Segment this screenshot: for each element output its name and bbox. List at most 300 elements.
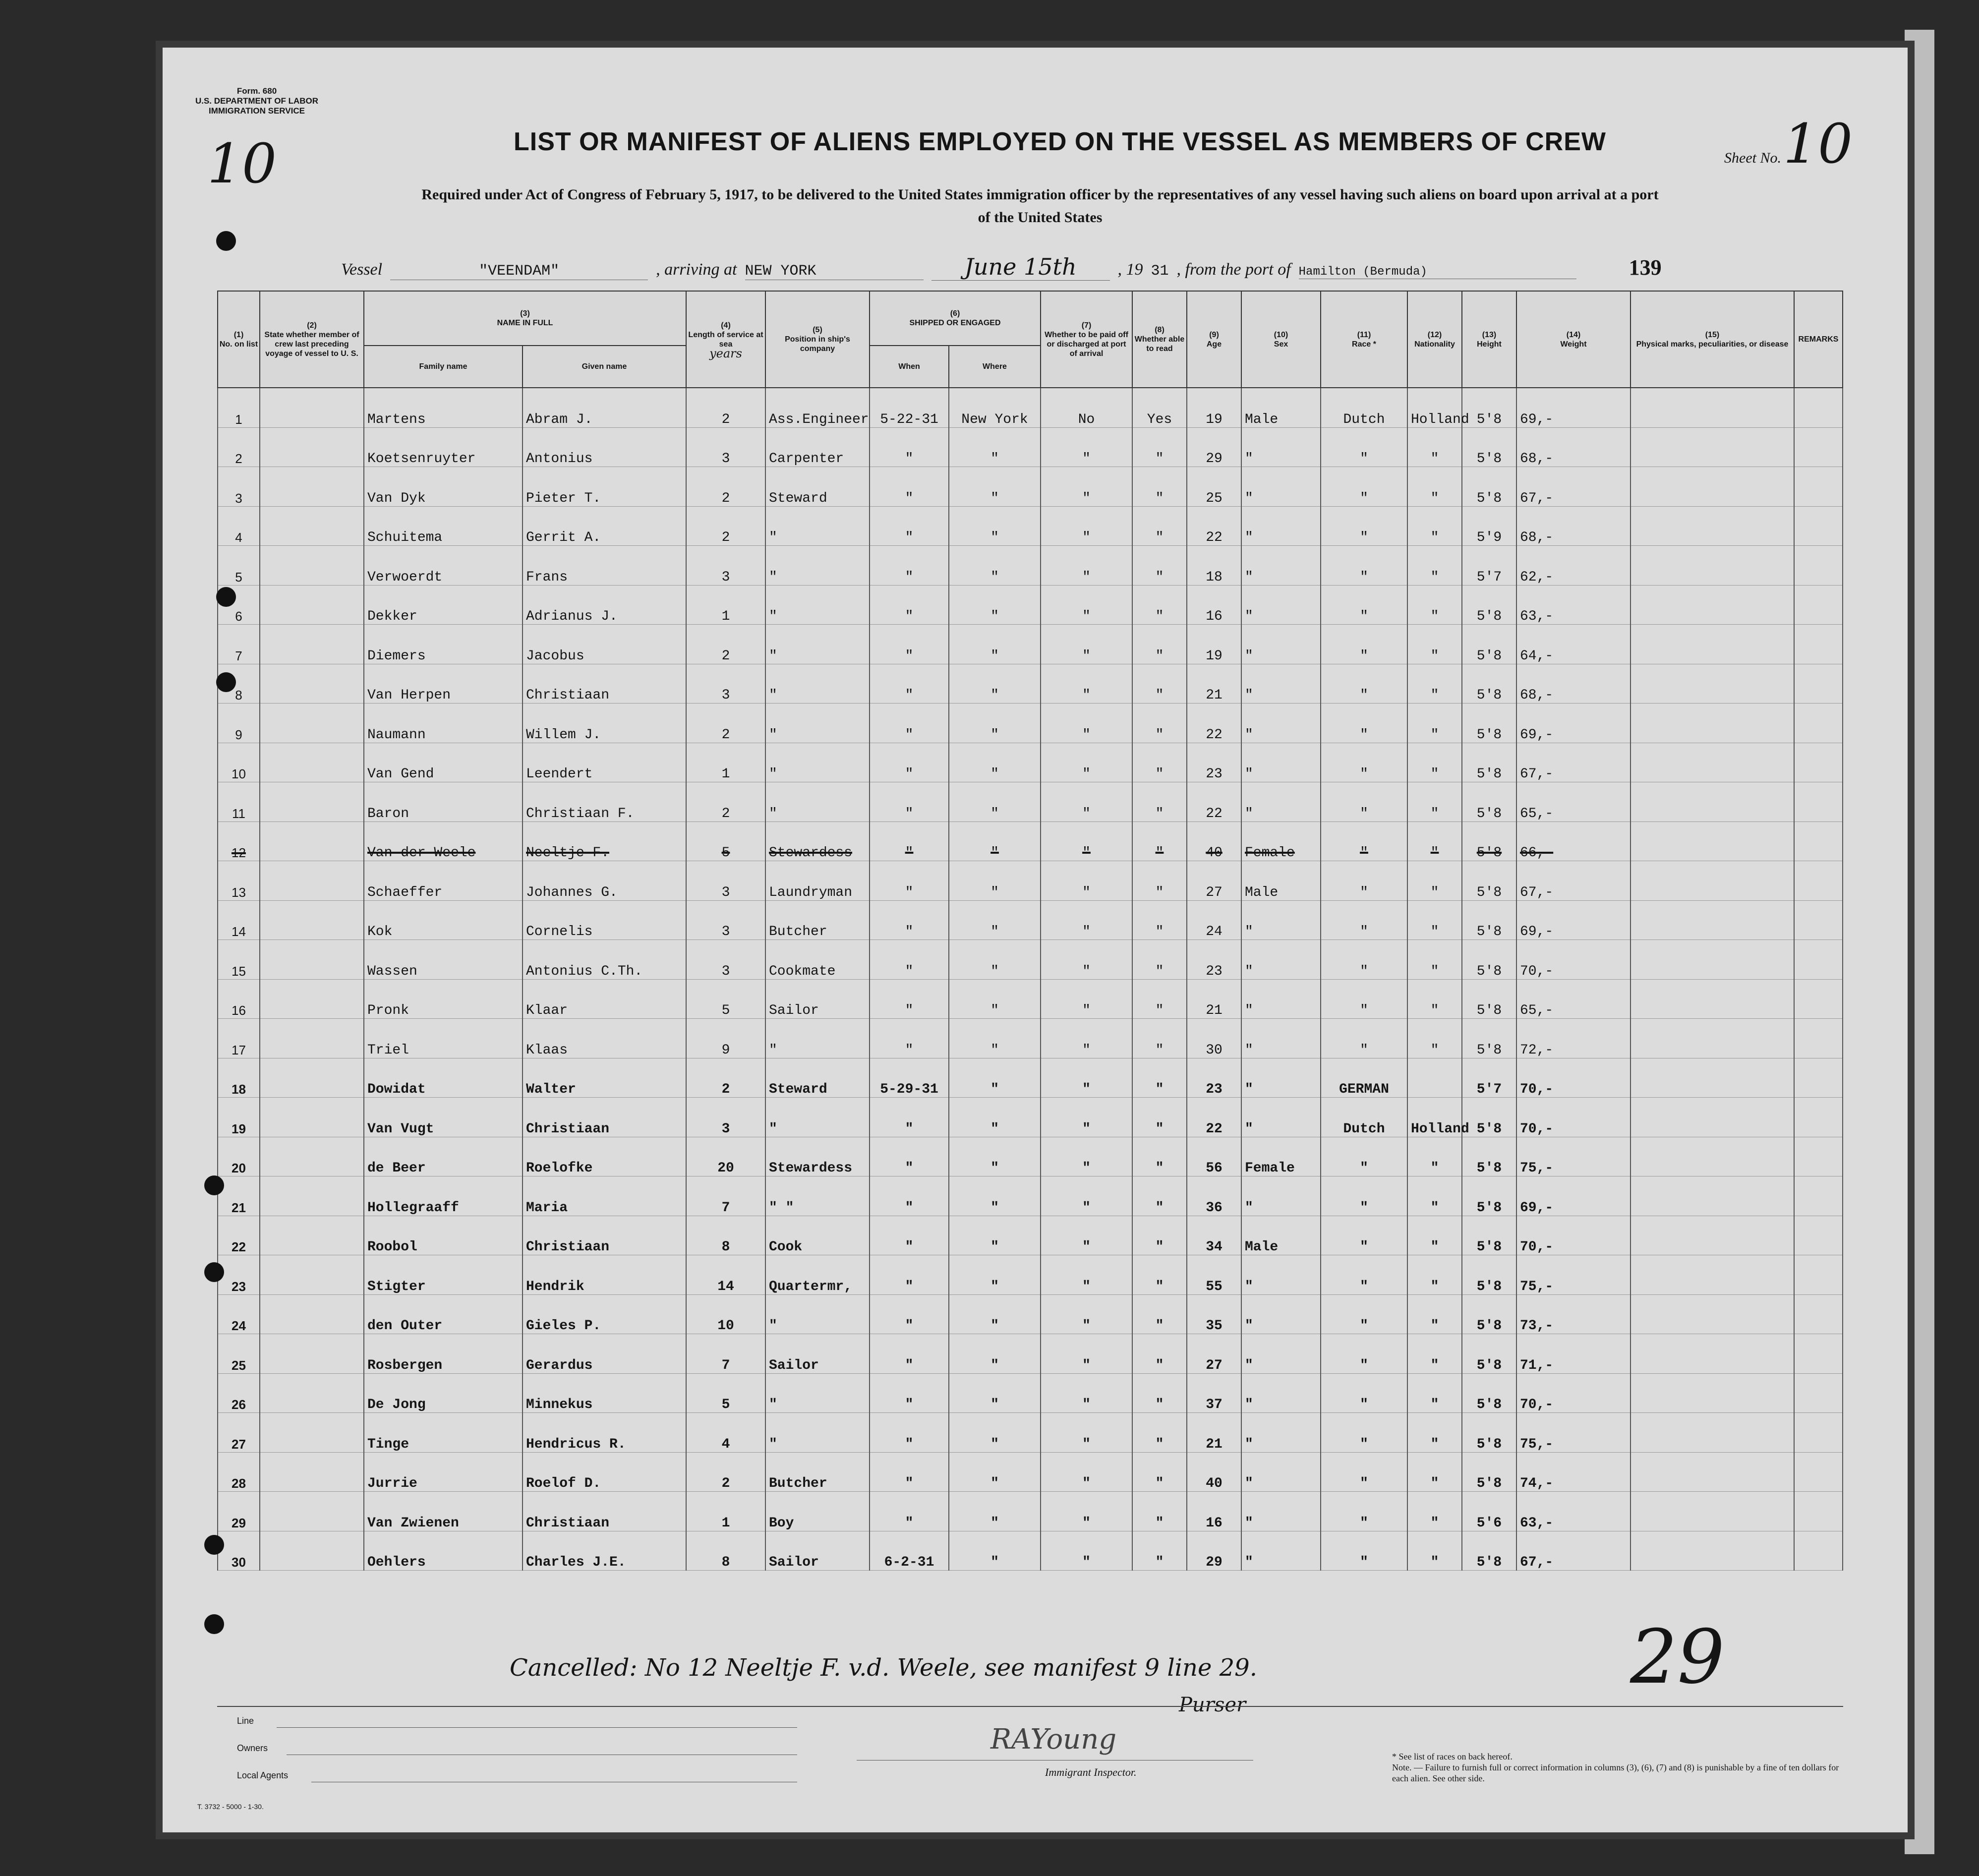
paid-off-cell: ": [1041, 1373, 1132, 1413]
paid-off-cell: ": [1041, 821, 1132, 861]
table-header: [218, 291, 1843, 388]
able-to-read-cell: ": [1132, 861, 1187, 901]
nationality-cell: Holland: [1407, 1098, 1462, 1137]
paid-off-cell: ": [1041, 427, 1132, 467]
family-name-cell: Dowidat: [364, 1058, 523, 1098]
given-name-cell: Gerrit A.: [523, 506, 686, 546]
race-cell: ": [1321, 1334, 1407, 1374]
physical-marks-cell: [1630, 1176, 1794, 1216]
height-cell: 5'8: [1462, 782, 1516, 822]
shipped-where-cell: ": [949, 1255, 1041, 1295]
nationality-cell: ": [1407, 900, 1462, 940]
given-name-cell: Abram J.: [523, 388, 686, 427]
shipped-when-cell: ": [870, 1098, 949, 1137]
shipped-when-cell: ": [870, 900, 949, 940]
remarks-cell: [1794, 1255, 1843, 1295]
shipped-when-cell: ": [870, 625, 949, 664]
shipped-when-cell: ": [870, 821, 949, 861]
row-number: 7: [218, 625, 260, 664]
inspector-label: Immigrant Inspector.: [1045, 1766, 1137, 1778]
able-to-read-cell: ": [1132, 664, 1187, 704]
service-years-cell: 1: [686, 585, 765, 625]
height-cell: 5'8: [1462, 625, 1516, 664]
row-number: 24: [218, 1294, 260, 1334]
row-number: 17: [218, 1019, 260, 1058]
family-name-cell: Dekker: [364, 585, 523, 625]
able-to-read-cell: ": [1132, 704, 1187, 743]
col-race: (11) Race *: [1321, 291, 1407, 388]
family-name-cell: Oehlers: [364, 1531, 523, 1571]
remarks-cell: [1794, 704, 1843, 743]
sex-cell: ": [1241, 1492, 1321, 1531]
line-label: Line: [237, 1716, 254, 1726]
physical-marks-cell: [1630, 940, 1794, 980]
col-sex: (10) Sex: [1241, 291, 1321, 388]
paid-off-cell: ": [1041, 1492, 1132, 1531]
shipped-when-cell: 6-2-31: [870, 1531, 949, 1571]
physical-marks-cell: [1630, 467, 1794, 507]
remarks-cell: [1794, 625, 1843, 664]
prior-voyage-cell: [260, 1413, 364, 1453]
age-cell: 23: [1187, 743, 1241, 782]
form-department: U.S. DEPARTMENT OF LABOR: [195, 96, 319, 106]
service-years-cell: 2: [686, 782, 765, 822]
prior-voyage-cell: [260, 1255, 364, 1295]
remarks-cell: [1794, 1294, 1843, 1334]
nationality-cell: ": [1407, 546, 1462, 586]
paid-off-cell: ": [1041, 506, 1132, 546]
weight-cell: 75,-: [1516, 1413, 1630, 1453]
prior-voyage-cell: [260, 704, 364, 743]
able-to-read-cell: Yes: [1132, 388, 1187, 427]
paid-off-cell: ": [1041, 1255, 1132, 1295]
height-cell: 5'8: [1462, 1098, 1516, 1137]
row-number: 14: [218, 900, 260, 940]
position-cell: ": [765, 743, 870, 782]
weight-cell: 70,-: [1516, 1373, 1630, 1413]
row-number: 9: [218, 704, 260, 743]
nationality-cell: ": [1407, 664, 1462, 704]
age-cell: 35: [1187, 1294, 1241, 1334]
age-cell: 27: [1187, 1334, 1241, 1374]
remarks-cell: [1794, 467, 1843, 507]
race-cell: ": [1321, 1019, 1407, 1058]
age-cell: 22: [1187, 1098, 1241, 1137]
sheet-label: Sheet No.: [1724, 150, 1781, 166]
position-cell: Butcher: [765, 1452, 870, 1492]
able-to-read-cell: ": [1132, 1413, 1187, 1453]
col-read: (8) Whether able to read: [1132, 291, 1187, 388]
able-to-read-cell: ": [1132, 821, 1187, 861]
shipped-where-cell: ": [949, 1019, 1041, 1058]
remarks-cell: [1794, 427, 1843, 467]
sex-cell: ": [1241, 1373, 1321, 1413]
row-number: 23: [218, 1255, 260, 1295]
age-cell: 22: [1187, 782, 1241, 822]
table-row: [218, 861, 1843, 901]
nationality-cell: ": [1407, 1334, 1462, 1374]
weight-cell: 70,-: [1516, 1098, 1630, 1137]
table-row: [218, 940, 1843, 980]
arrival-date: June 15th: [931, 253, 1110, 281]
race-cell: ": [1321, 861, 1407, 901]
sex-cell: ": [1241, 1294, 1321, 1334]
row-number: 13: [218, 861, 260, 901]
weight-cell: 63,-: [1516, 1492, 1630, 1531]
sex-cell: ": [1241, 664, 1321, 704]
nationality-cell: ": [1407, 427, 1462, 467]
given-name-cell: Walter: [523, 1058, 686, 1098]
nationality-cell: ": [1407, 782, 1462, 822]
given-name-cell: Christiaan: [523, 1492, 686, 1531]
nationality-cell: ": [1407, 704, 1462, 743]
position-cell: ": [765, 1413, 870, 1453]
height-cell: 5'8: [1462, 861, 1516, 901]
race-cell: Dutch: [1321, 388, 1407, 427]
punch-hole: [204, 1175, 224, 1195]
service-years-cell: 9: [686, 1019, 765, 1058]
position-cell: ": [765, 585, 870, 625]
table-row: [218, 900, 1843, 940]
table-row: [218, 1413, 1843, 1453]
row-number: 2: [218, 427, 260, 467]
shipped-when-cell: 5-29-31: [870, 1058, 949, 1098]
remarks-cell: [1794, 1413, 1843, 1453]
remarks-cell: [1794, 1058, 1843, 1098]
height-cell: 5'9: [1462, 506, 1516, 546]
family-name-cell: Stigter: [364, 1255, 523, 1295]
row-number: 6: [218, 585, 260, 625]
position-cell: Steward: [765, 467, 870, 507]
shipped-when-cell: ": [870, 1294, 949, 1334]
table-row: [218, 782, 1843, 822]
race-cell: ": [1321, 821, 1407, 861]
paid-off-cell: ": [1041, 585, 1132, 625]
height-cell: 5'8: [1462, 1531, 1516, 1571]
prior-voyage-cell: [260, 861, 364, 901]
family-name-cell: Hollegraaff: [364, 1176, 523, 1216]
weight-cell: 67,-: [1516, 743, 1630, 782]
prior-voyage-cell: [260, 900, 364, 940]
able-to-read-cell: ": [1132, 467, 1187, 507]
table-row: [218, 821, 1843, 861]
family-name-cell: Baron: [364, 782, 523, 822]
height-cell: 5'8: [1462, 1413, 1516, 1453]
sex-cell: ": [1241, 1058, 1321, 1098]
able-to-read-cell: ": [1132, 625, 1187, 664]
position-cell: ": [765, 1019, 870, 1058]
remarks-cell: [1794, 388, 1843, 427]
arriving-label: , arriving at: [656, 260, 737, 279]
able-to-read-cell: ": [1132, 782, 1187, 822]
able-to-read-cell: ": [1132, 546, 1187, 586]
shipped-where-cell: ": [949, 664, 1041, 704]
nationality-cell: ": [1407, 861, 1462, 901]
race-cell: ": [1321, 1137, 1407, 1176]
given-name-cell: Antonius: [523, 427, 686, 467]
service-years-cell: 8: [686, 1531, 765, 1571]
shipped-where-cell: ": [949, 1294, 1041, 1334]
sex-cell: Female: [1241, 821, 1321, 861]
physical-marks-cell: [1630, 900, 1794, 940]
shipped-when-cell: ": [870, 506, 949, 546]
able-to-read-cell: ": [1132, 1452, 1187, 1492]
age-cell: 34: [1187, 1216, 1241, 1255]
physical-marks-cell: [1630, 1492, 1794, 1531]
height-cell: 5'8: [1462, 1255, 1516, 1295]
height-cell: 5'8: [1462, 1137, 1516, 1176]
age-cell: 21: [1187, 979, 1241, 1019]
paid-off-cell: ": [1041, 1058, 1132, 1098]
physical-marks-cell: [1630, 861, 1794, 901]
row-number: 5: [218, 546, 260, 586]
age-cell: 37: [1187, 1373, 1241, 1413]
shipped-where-cell: ": [949, 585, 1041, 625]
form-header: [192, 86, 321, 116]
age-cell: 16: [1187, 585, 1241, 625]
remarks-cell: [1794, 900, 1843, 940]
service-years-cell: 1: [686, 743, 765, 782]
col-physical-marks: (15) Physical marks, peculiarities, or disease: [1630, 291, 1794, 388]
vessel-line: [341, 253, 1853, 281]
shipped-where-cell: ": [949, 625, 1041, 664]
shipped-where-cell: ": [949, 427, 1041, 467]
punch-hole: [216, 231, 236, 251]
family-name-cell: Schaeffer: [364, 861, 523, 901]
sex-cell: ": [1241, 1176, 1321, 1216]
given-name-cell: Leendert: [523, 743, 686, 782]
position-cell: Stewardess: [765, 1137, 870, 1176]
table-row: [218, 1452, 1843, 1492]
race-cell: ": [1321, 979, 1407, 1019]
remarks-cell: [1794, 506, 1843, 546]
shipped-when-cell: ": [870, 782, 949, 822]
shipped-where-cell: ": [949, 900, 1041, 940]
sheet-number: [1724, 112, 1853, 176]
physical-marks-cell: [1630, 1019, 1794, 1058]
position-cell: Cookmate: [765, 940, 870, 980]
race-cell: ": [1321, 1176, 1407, 1216]
col-paid-off: (7) Whether to be paid off or discharged at port of arrival: [1041, 291, 1132, 388]
physical-marks-cell: [1630, 1452, 1794, 1492]
weight-cell: 67,-: [1516, 467, 1630, 507]
given-name-cell: Neeltje F.: [523, 821, 686, 861]
given-name-cell: Johannes G.: [523, 861, 686, 901]
position-cell: ": [765, 1373, 870, 1413]
row-number: 8: [218, 664, 260, 704]
remarks-cell: [1794, 940, 1843, 980]
row-number: 22: [218, 1216, 260, 1255]
service-years-cell: 14: [686, 1255, 765, 1295]
nationality-cell: ": [1407, 585, 1462, 625]
weight-cell: 67,-: [1516, 861, 1630, 901]
paid-off-cell: ": [1041, 1176, 1132, 1216]
shipped-when-cell: ": [870, 1176, 949, 1216]
row-number: 18: [218, 1058, 260, 1098]
shipped-when-cell: ": [870, 467, 949, 507]
nationality-cell: ": [1407, 1216, 1462, 1255]
subtitle-line-1: Required under Act of Congress of February 5, 1917, to be delivered to the United States immigration officer by the representatives of any vessel having such aliens on board upon arrival at a port: [421, 186, 1659, 203]
arrival-port: NEW YORK: [745, 263, 924, 280]
physical-marks-cell: [1630, 821, 1794, 861]
shipped-when-cell: ": [870, 1019, 949, 1058]
family-name-cell: Jurrie: [364, 1452, 523, 1492]
col-given-name: Given name: [523, 346, 686, 388]
nationality-cell: ": [1407, 506, 1462, 546]
given-name-cell: Roelof D.: [523, 1452, 686, 1492]
col-family-name: Family name: [364, 346, 523, 388]
shipped-where-cell: ": [949, 1452, 1041, 1492]
corner-mark: 10: [207, 132, 277, 195]
sex-cell: ": [1241, 743, 1321, 782]
weight-cell: 68,-: [1516, 506, 1630, 546]
height-cell: 5'8: [1462, 1019, 1516, 1058]
shipped-when-cell: ": [870, 1334, 949, 1374]
row-number: 29: [218, 1492, 260, 1531]
row-number: 3: [218, 467, 260, 507]
race-cell: ": [1321, 467, 1407, 507]
remarks-cell: [1794, 1216, 1843, 1255]
race-cell: Dutch: [1321, 1098, 1407, 1137]
weight-cell: 70,-: [1516, 940, 1630, 980]
family-name-cell: Wassen: [364, 940, 523, 980]
family-name-cell: den Outer: [364, 1294, 523, 1334]
remarks-cell: [1794, 979, 1843, 1019]
physical-marks-cell: [1630, 506, 1794, 546]
height-cell: 5'8: [1462, 467, 1516, 507]
prior-voyage-cell: [260, 1176, 364, 1216]
position-cell: ": [765, 664, 870, 704]
race-cell: GERMAN: [1321, 1058, 1407, 1098]
able-to-read-cell: ": [1132, 1216, 1187, 1255]
year-value: 31: [1151, 263, 1169, 280]
table-row: [218, 1137, 1843, 1176]
family-name-cell: Tinge: [364, 1413, 523, 1453]
given-name-cell: Christiaan: [523, 1098, 686, 1137]
race-cell: ": [1321, 1294, 1407, 1334]
position-cell: ": [765, 625, 870, 664]
family-name-cell: Diemers: [364, 625, 523, 664]
service-years-cell: 3: [686, 900, 765, 940]
weight-cell: 71,-: [1516, 1334, 1630, 1374]
service-years-cell: 3: [686, 940, 765, 980]
weight-cell: 65,-: [1516, 782, 1630, 822]
sex-cell: ": [1241, 782, 1321, 822]
weight-cell: 69,-: [1516, 388, 1630, 427]
physical-marks-cell: [1630, 546, 1794, 586]
crew-manifest-table: [217, 291, 1843, 1571]
table-row: [218, 467, 1843, 507]
punch-hole: [204, 1262, 224, 1282]
prior-voyage-cell: [260, 546, 364, 586]
prior-voyage-cell: [260, 427, 364, 467]
col-name-in-full: (3) NAME IN FULL: [364, 291, 686, 346]
prior-voyage-cell: [260, 1373, 364, 1413]
family-name-cell: Van Vugt: [364, 1098, 523, 1137]
table-row: [218, 979, 1843, 1019]
height-cell: 5'8: [1462, 664, 1516, 704]
nationality-cell: ": [1407, 1452, 1462, 1492]
total-count: 29: [1630, 1614, 1725, 1700]
service-years-cell: 4: [686, 1413, 765, 1453]
row-number: 28: [218, 1452, 260, 1492]
height-cell: 5'8: [1462, 427, 1516, 467]
remarks-cell: [1794, 546, 1843, 586]
shipped-when-cell: ": [870, 1452, 949, 1492]
age-cell: 36: [1187, 1176, 1241, 1216]
service-years-cell: 7: [686, 1176, 765, 1216]
shipped-when-cell: ": [870, 427, 949, 467]
age-cell: 55: [1187, 1255, 1241, 1295]
remarks-cell: [1794, 585, 1843, 625]
table-row: [218, 1058, 1843, 1098]
shipped-when-cell: ": [870, 1137, 949, 1176]
sex-cell: ": [1241, 467, 1321, 507]
shipped-where-cell: ": [949, 1137, 1041, 1176]
sex-cell: ": [1241, 704, 1321, 743]
prior-voyage-cell: [260, 506, 364, 546]
remarks-cell: [1794, 1334, 1843, 1374]
table-row: [218, 1216, 1843, 1255]
table-row: [218, 1334, 1843, 1374]
race-cell: ": [1321, 625, 1407, 664]
sheet-edge: [1905, 30, 1934, 1854]
race-cell: ": [1321, 900, 1407, 940]
family-name-cell: Van Herpen: [364, 664, 523, 704]
line-field: [277, 1727, 797, 1728]
race-cell: ": [1321, 743, 1407, 782]
position-cell: Quartermr,: [765, 1255, 870, 1295]
position-cell: " ": [765, 1176, 870, 1216]
age-cell: 40: [1187, 1452, 1241, 1492]
physical-marks-cell: [1630, 1373, 1794, 1413]
paid-off-cell: ": [1041, 1216, 1132, 1255]
weight-cell: 74,-: [1516, 1452, 1630, 1492]
family-name-cell: Martens: [364, 388, 523, 427]
family-name-cell: Van Zwienen: [364, 1492, 523, 1531]
table-row: [218, 1492, 1843, 1531]
col-weight: (14) Weight: [1516, 291, 1630, 388]
family-name-cell: De Jong: [364, 1373, 523, 1413]
nationality-cell: ": [1407, 1137, 1462, 1176]
physical-marks-cell: [1630, 1137, 1794, 1176]
age-cell: 21: [1187, 664, 1241, 704]
paid-off-cell: ": [1041, 546, 1132, 586]
service-years-cell: 3: [686, 664, 765, 704]
nationality-cell: ": [1407, 1294, 1462, 1334]
weight-cell: 69,-: [1516, 900, 1630, 940]
remarks-cell: [1794, 1492, 1843, 1531]
service-years-cell: 7: [686, 1334, 765, 1374]
sex-cell: Male: [1241, 1216, 1321, 1255]
shipped-when-cell: ": [870, 664, 949, 704]
physical-marks-cell: [1630, 743, 1794, 782]
prior-voyage-cell: [260, 664, 364, 704]
shipped-where-cell: ": [949, 1492, 1041, 1531]
shipped-where-cell: ": [949, 1531, 1041, 1571]
age-cell: 16: [1187, 1492, 1241, 1531]
given-name-cell: Jacobus: [523, 625, 686, 664]
col-no: (1) No. on list: [218, 291, 260, 388]
family-name-cell: Van Gend: [364, 743, 523, 782]
shipped-when-cell: ": [870, 585, 949, 625]
nationality-cell: ": [1407, 1255, 1462, 1295]
able-to-read-cell: ": [1132, 1176, 1187, 1216]
position-cell: ": [765, 1098, 870, 1137]
prior-voyage-cell: [260, 1098, 364, 1137]
sex-cell: ": [1241, 585, 1321, 625]
table-row: [218, 506, 1843, 546]
